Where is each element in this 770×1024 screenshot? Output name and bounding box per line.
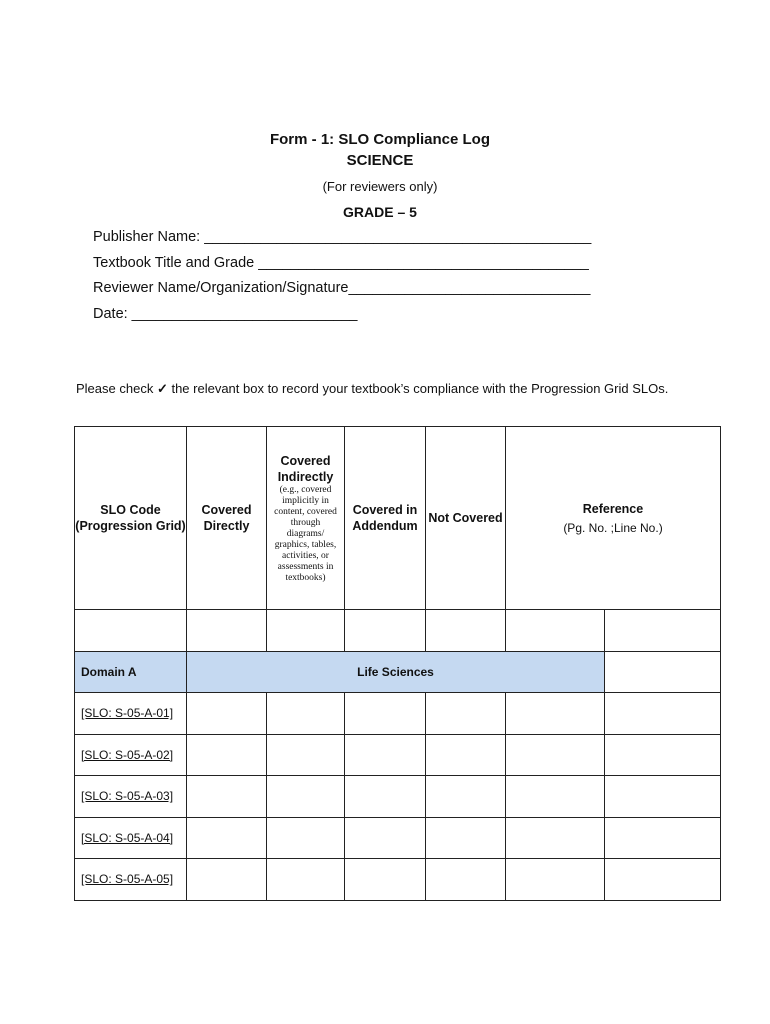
slo-code-cell: [75, 693, 187, 735]
not-covered-checkbox[interactable]: [426, 817, 506, 859]
covered-directly-checkbox[interactable]: [187, 693, 267, 735]
reference-line-cell[interactable]: [605, 776, 721, 818]
reviewer-fields: [93, 226, 591, 328]
header-not-covered: Not Covered: [426, 427, 506, 610]
slo-code-cell: [75, 817, 187, 859]
reference-line-cell[interactable]: [605, 734, 721, 776]
table-row: [75, 734, 721, 776]
slo-code: [SLO: S-05-A-03]: [81, 789, 174, 804]
reference-page-cell[interactable]: [506, 693, 605, 735]
blank-cell[interactable]: [75, 610, 187, 652]
header-reference: [506, 427, 721, 610]
blank-cell[interactable]: [267, 610, 345, 652]
header-row: [75, 427, 721, 610]
covered-directly-checkbox[interactable]: [187, 776, 267, 818]
reviewer-name-field[interactable]: Reviewer Name/Organization/Signature______________________________: [93, 280, 591, 296]
header-covered-indirectly-note: (e.g., covered implicitly in content, covered through diagrams/ graphics, tables, activities, or assessments in textbooks): [274, 484, 337, 583]
form-title: Form - 1: SLO Compliance Log: [269, 131, 490, 148]
form-header: [0, 130, 770, 224]
reference-line-cell[interactable]: [605, 859, 721, 901]
not-covered-checkbox[interactable]: [426, 776, 506, 818]
not-covered-checkbox[interactable]: [426, 734, 506, 776]
domain-extra-cell: [605, 652, 721, 693]
covered-indirectly-checkbox[interactable]: [267, 693, 345, 735]
form-grade: GRADE – 5: [343, 204, 417, 220]
form-note: (For reviewers only): [322, 179, 438, 194]
covered-addendum-checkbox[interactable]: [345, 817, 426, 859]
header-covered-addendum: Covered in Addendum: [345, 427, 426, 610]
domain-name: Life Sciences: [187, 652, 605, 693]
covered-addendum-checkbox[interactable]: [345, 859, 426, 901]
blank-cell[interactable]: [506, 610, 605, 652]
slo-code: [SLO: S-05-A-04]: [81, 830, 174, 845]
covered-directly-checkbox[interactable]: [187, 734, 267, 776]
covered-addendum-checkbox[interactable]: [345, 693, 426, 735]
table-row: [75, 859, 721, 901]
table-row: [75, 776, 721, 818]
instructions-after: the relevant box to record your textbook’s compliance with the Progression Grid SLOs.: [167, 381, 669, 396]
header-reference-title: Reference: [582, 502, 644, 516]
blank-cell[interactable]: [187, 610, 267, 652]
textbook-title-field[interactable]: Textbook Title and Grade _________________________________________: [93, 254, 589, 271]
instructions-before: Please check: [76, 381, 157, 396]
blank-row: [75, 610, 721, 652]
covered-indirectly-checkbox[interactable]: [267, 734, 345, 776]
not-covered-checkbox[interactable]: [426, 859, 506, 901]
covered-addendum-checkbox[interactable]: [345, 776, 426, 818]
table-row: [75, 817, 721, 859]
compliance-table: [74, 426, 721, 901]
covered-indirectly-checkbox[interactable]: [267, 859, 345, 901]
domain-label: Domain A: [75, 652, 187, 693]
blank-cell[interactable]: [345, 610, 426, 652]
covered-directly-checkbox[interactable]: [187, 817, 267, 859]
header-covered-directly: Covered Directly: [187, 427, 267, 610]
covered-directly-checkbox[interactable]: [187, 859, 267, 901]
slo-code: [SLO: S-05-A-01]: [81, 706, 174, 721]
form-subject: SCIENCE: [346, 152, 414, 169]
not-covered-checkbox[interactable]: [426, 693, 506, 735]
checkmark-icon: ✓: [156, 381, 168, 396]
publisher-name-field[interactable]: Publisher Name: ________________________________________________: [93, 229, 592, 245]
header-reference-sub: (Pg. No. ;Line No.): [563, 521, 663, 535]
header-slo-code: SLO Code (Progression Grid): [75, 427, 187, 610]
slo-code-cell: [75, 776, 187, 818]
date-field[interactable]: Date: ____________________________: [93, 305, 358, 322]
covered-addendum-checkbox[interactable]: [345, 734, 426, 776]
reference-line-cell[interactable]: [605, 817, 721, 859]
reference-line-cell[interactable]: [605, 693, 721, 735]
blank-cell[interactable]: [605, 610, 721, 652]
covered-indirectly-checkbox[interactable]: [267, 776, 345, 818]
domain-row: [75, 652, 721, 693]
instructions: [76, 377, 676, 401]
slo-code-cell: [75, 859, 187, 901]
reference-page-cell[interactable]: [506, 817, 605, 859]
header-covered-indirectly: [267, 427, 345, 610]
covered-indirectly-checkbox[interactable]: [267, 817, 345, 859]
header-covered-indirectly-title: Covered Indirectly: [277, 453, 334, 484]
slo-code: [SLO: S-05-A-02]: [81, 747, 174, 762]
blank-cell[interactable]: [426, 610, 506, 652]
reference-page-cell[interactable]: [506, 776, 605, 818]
slo-code: [SLO: S-05-A-05]: [81, 872, 174, 887]
table-row: [75, 693, 721, 735]
reference-page-cell[interactable]: [506, 734, 605, 776]
slo-code-cell: [75, 734, 187, 776]
reference-page-cell[interactable]: [506, 859, 605, 901]
